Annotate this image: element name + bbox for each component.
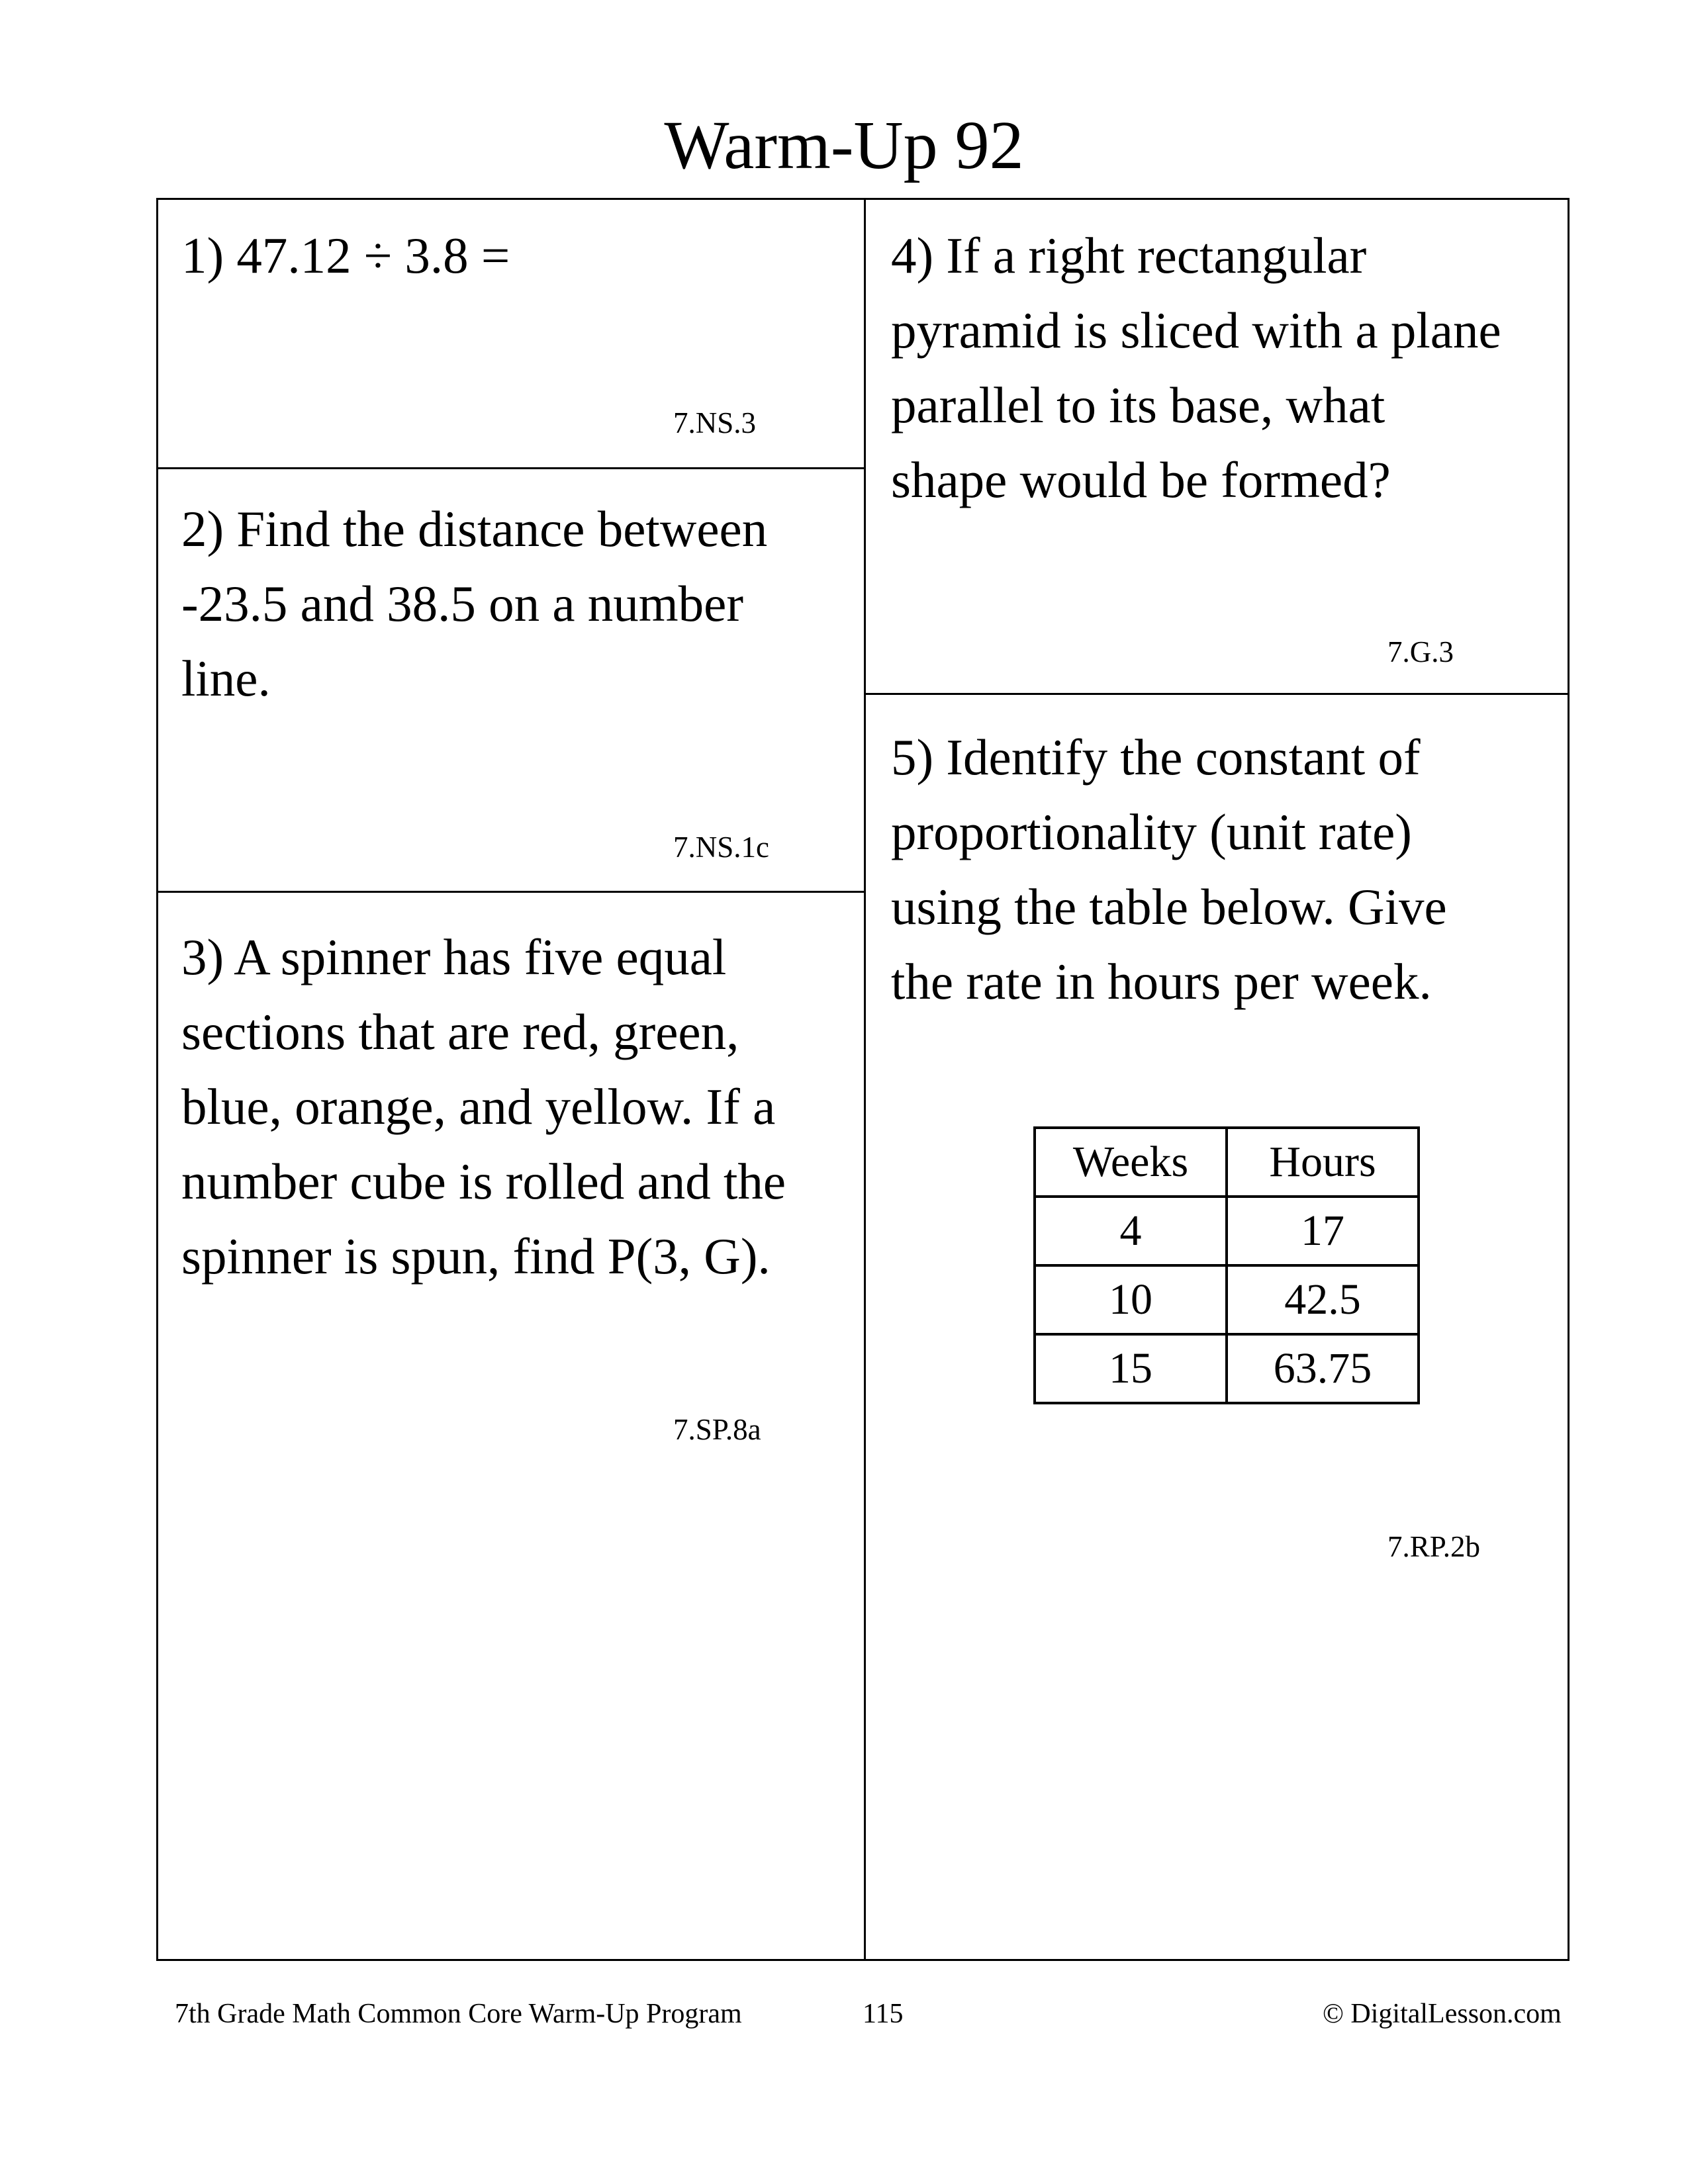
question-line: 2) Find the distance between — [181, 500, 768, 557]
question-line: shape would be formed? — [891, 451, 1391, 508]
question-line: the rate in hours per week. — [891, 953, 1432, 1010]
table-cell: 42.5 — [1227, 1265, 1419, 1334]
question-line: line. — [181, 650, 271, 707]
standard-label: 7.NS.3 — [673, 406, 757, 439]
table-cell: 17 — [1227, 1197, 1419, 1265]
table-row — [1035, 1265, 1419, 1334]
question-2 — [181, 492, 767, 716]
standard-label: 7.NS.1c — [673, 831, 769, 864]
question-5 — [891, 720, 1447, 1019]
table-header: Weeks — [1035, 1128, 1227, 1197]
question-line: 3) A spinner has five equal — [181, 929, 727, 985]
question-1 — [181, 218, 510, 293]
question-line: -23.5 and 38.5 on a number — [181, 575, 743, 632]
table-cell: 4 — [1035, 1197, 1227, 1265]
question-line: number cube is rolled and the — [181, 1153, 786, 1210]
table-cell: 63.75 — [1227, 1334, 1419, 1403]
footer-program-name: 7th Grade Math Common Core Warm-Up Program — [175, 1999, 742, 2029]
table-cell: 10 — [1035, 1265, 1227, 1334]
page-title: Warm-Up 92 — [664, 107, 1024, 183]
standard-label: 7.G.3 — [1387, 635, 1454, 668]
row-divider — [156, 891, 865, 893]
table-row — [1035, 1334, 1419, 1403]
table-header-row — [1035, 1128, 1419, 1197]
table-row — [1035, 1197, 1419, 1265]
standard-label: 7.SP.8a — [673, 1413, 761, 1446]
question-4 — [891, 218, 1501, 518]
question-line: proportionality (unit rate) — [891, 803, 1412, 860]
question-line: using the table below. Give — [891, 878, 1447, 935]
question-line: spinner is spun, find P(3, G). — [181, 1228, 771, 1285]
weeks-hours-table — [1033, 1126, 1420, 1404]
question-line: pyramid is sliced with a plane — [891, 302, 1501, 359]
question-line: parallel to its base, what — [891, 377, 1385, 433]
question-line: 1) 47.12 ÷ 3.8 = — [181, 227, 510, 284]
standard-label: 7.RP.2b — [1387, 1530, 1481, 1563]
footer-copyright: © DigitalLesson.com — [1323, 1999, 1562, 2029]
row-divider — [156, 467, 865, 469]
question-line: 4) If a right rectangular — [891, 227, 1367, 284]
row-divider — [865, 693, 1570, 695]
question-line: blue, orange, and yellow. If a — [181, 1078, 776, 1135]
column-divider — [864, 198, 866, 1961]
table-cell: 15 — [1035, 1334, 1227, 1403]
question-line: 5) Identify the constant of — [891, 729, 1421, 786]
table-header: Hours — [1227, 1128, 1419, 1197]
question-3 — [181, 920, 786, 1294]
question-line: sections that are red, green, — [181, 1003, 739, 1060]
footer-page-number: 115 — [863, 1999, 904, 2029]
